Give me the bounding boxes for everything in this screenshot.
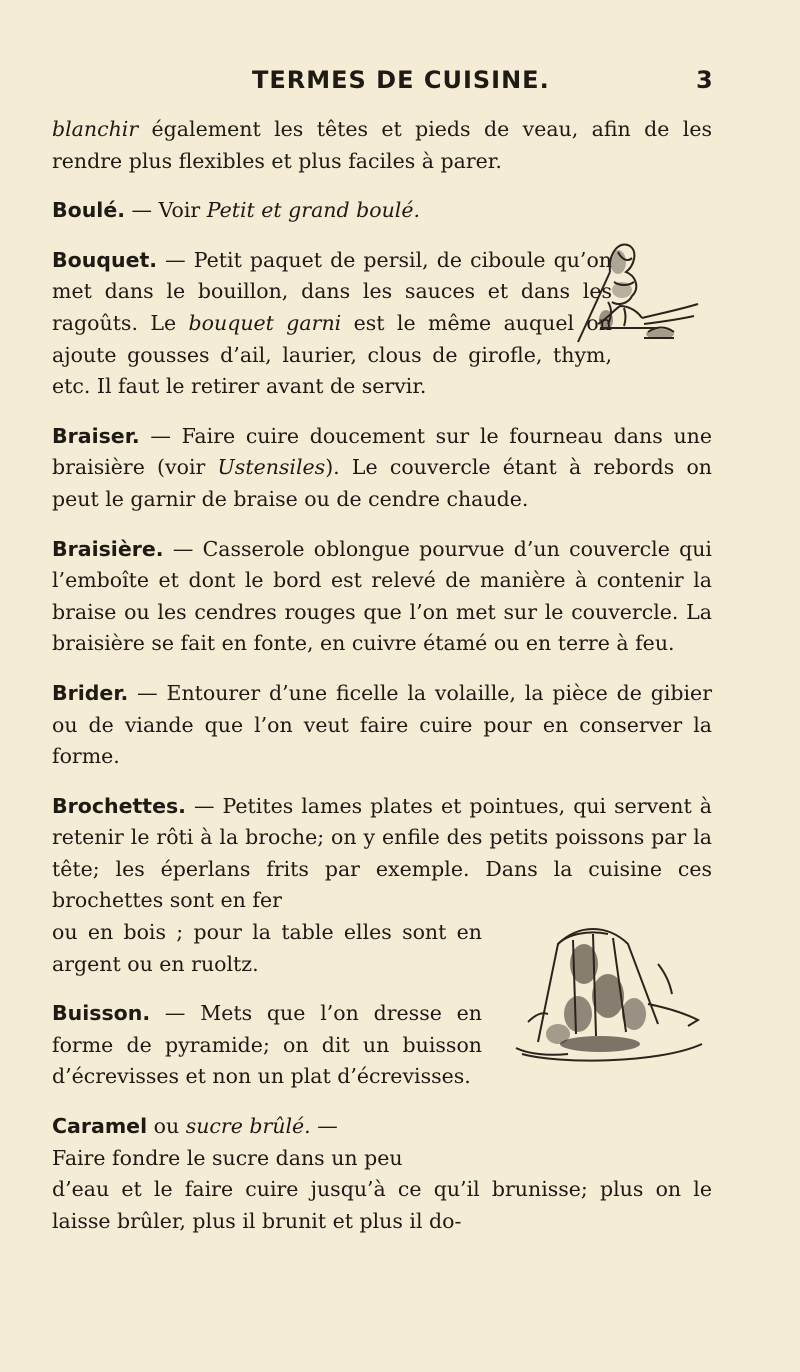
entry-buisson: Buisson. — Mets que l’on dresse en forme de pyramide; on dit un buisson d’écrevisses et non un plat d’écrevisses. [52, 1001, 482, 1089]
entry-bouquet: Bouquet. — Petit paquet de persil, de ciboule qu’on met dans le bouillon, dans les sauces et dans les ragoûts. Le bouquet garni est le même auquel on ajoute gousses d’ail, laurier, clous de girofle, thym, etc. Il faut le retirer avant de servir. [52, 247, 612, 399]
entry-boule: Boulé. — Voir Petit et grand boulé. [52, 198, 421, 223]
term-boule: Boulé. [52, 198, 126, 223]
term-buisson: Buisson. [52, 1001, 151, 1026]
term-braisiere: Braisière. [52, 536, 164, 561]
term-bouquet: Bouquet. [52, 247, 158, 272]
entry-brider: Brider. — Entourer d’une ficelle la volaille, la pièce de gibier ou de viande que l’on veut faire cuire pour en conserver la forme. [52, 680, 712, 769]
page-header [0, 62, 800, 102]
entry-braisiere: Braisière. — Casserole oblongue pourvue d’un couvercle qui l’emboîte et dont le bord est relevé de manière à contenir la braise ou les cendres rouges que l’on met sur le couvercle. La braisière se fait en fonte, en cuivre étamé ou en terre à feu. [52, 536, 712, 656]
entry-caramel: Caramel ou sucre brûlé. — Faire fondre le sucre dans un peu [52, 1114, 403, 1170]
term-braiser: Braiser. [52, 423, 140, 448]
term-brochettes: Brochettes. [52, 793, 186, 818]
entry-caramel-continued: d’eau et le faire cuire jusqu’à ce qu’il brunisse; plus on le laisse brûler, plus il brunit et plus il do- [52, 1177, 712, 1233]
running-title: TERMES DE CUISINE. [252, 66, 550, 94]
term-caramel: Caramel [52, 1114, 148, 1139]
intro-word: blanchir [52, 117, 139, 141]
entry-braiser: Braiser. — Faire cuire doucement sur le fourneau dans une braisière (voir Ustensiles). Le couvercle étant à rebords on peut le garnir de braise ou de cendre chaude. [52, 423, 712, 511]
term-brider: Brider. [52, 680, 129, 705]
page-number: 3 [696, 66, 713, 94]
bouquet-garni-icon [548, 232, 708, 350]
intro-paragraph: blanchir également les têtes et pieds de veau, afin de les rendre plus flexibles et plus faciles à parer. [52, 117, 712, 173]
buisson-ecrevisses-icon [498, 904, 718, 1064]
entry-brochettes-continued: ou en bois ; pour la table elles sont en argent ou en ruoltz. [52, 920, 482, 976]
cross-reference: Petit et grand boulé. [206, 198, 421, 223]
entry-brochettes: Brochettes. — Petites lames plates et pointues, qui servent à retenir le rôti à la broche; on y enfile des petits poissons par la tête; les éperlans frits par exemple. Dans la cuisine ces brochettes sont en fer [52, 793, 712, 913]
